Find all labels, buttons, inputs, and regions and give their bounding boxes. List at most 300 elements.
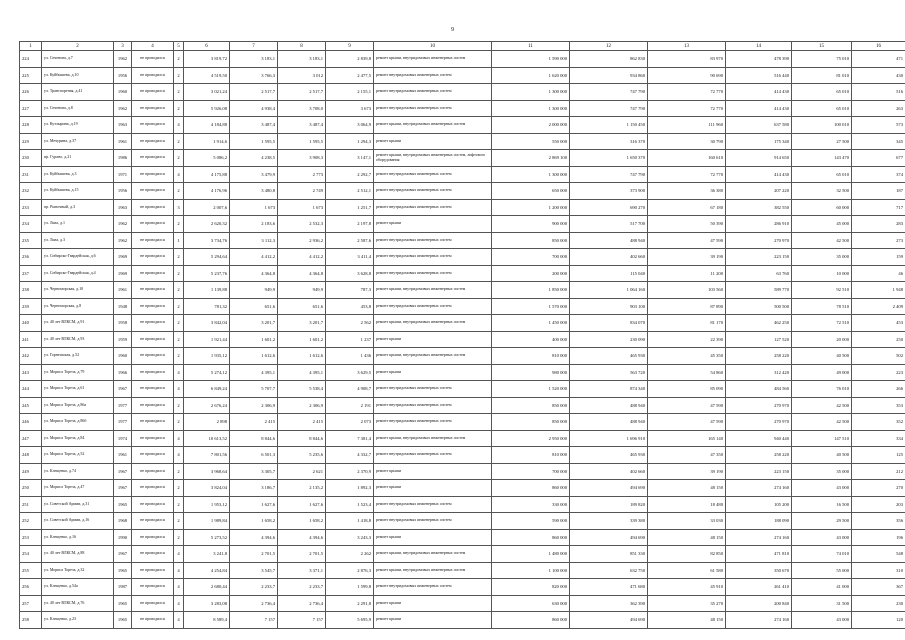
- table-cell: 414 430: [726, 84, 792, 101]
- table-cell: ремонт внутридомовых инженерных систем: [374, 232, 492, 249]
- table-cell: 41 000: [792, 579, 852, 596]
- table-cell: не проводился: [132, 298, 174, 315]
- column-header: 3: [114, 42, 132, 51]
- table-cell: 47 590: [648, 232, 726, 249]
- table-cell: 27 500: [792, 133, 852, 150]
- table-cell: ремонт крыши, внутридомовых инженерных систем: [374, 117, 492, 134]
- table-cell: ул. Мориса Тореза, д.32: [42, 562, 114, 579]
- table-cell: 42 500: [792, 414, 852, 431]
- table-cell: 367: [852, 579, 905, 596]
- table-cell: 100 010: [792, 117, 852, 134]
- table-cell: 253: [20, 529, 42, 546]
- table-cell: 45 910: [648, 579, 726, 596]
- table-cell: 72 770: [648, 166, 726, 183]
- table-cell: 4: [174, 381, 184, 398]
- table-cell: 90 690: [648, 67, 726, 84]
- table-cell: 230: [20, 150, 42, 167]
- table-cell: 1967: [114, 546, 132, 563]
- table-cell: 2: [174, 397, 184, 414]
- table-cell: 48 150: [648, 529, 726, 546]
- table-cell: 11 200: [648, 265, 726, 282]
- table-row: [20, 166, 905, 183]
- table-cell: 247: [20, 430, 42, 447]
- table-cell: 850 000: [492, 414, 570, 431]
- table-cell: 2 701,5: [278, 546, 326, 563]
- table-cell: 453,8: [326, 298, 374, 315]
- table-cell: 233: [20, 199, 42, 216]
- table-cell: 516: [852, 84, 905, 101]
- table-cell: не проводился: [132, 562, 174, 579]
- table-cell: не проводился: [132, 117, 174, 134]
- table-cell: 61 580: [648, 562, 726, 579]
- table-cell: 374: [852, 166, 905, 183]
- table-cell: 47 590: [648, 414, 726, 431]
- table-cell: 257: [20, 595, 42, 612]
- table-cell: 517 700: [570, 216, 648, 233]
- table-cell: 850 000: [492, 397, 570, 414]
- table-cell: 2: [174, 315, 184, 332]
- table-cell: не проводился: [132, 133, 174, 150]
- table-cell: 196: [852, 529, 905, 546]
- table-cell: 1961: [114, 447, 132, 464]
- table-cell: 115 040: [570, 265, 648, 282]
- table-cell: 4 176,96: [184, 183, 230, 200]
- table-cell: ремонт внутридомовых инженерных систем: [374, 513, 492, 530]
- table-cell: 30 790: [648, 133, 726, 150]
- table-cell: 1 200 000: [492, 199, 570, 216]
- table-row: [20, 232, 905, 249]
- table-row: [20, 249, 905, 266]
- table-cell: 310: [852, 562, 905, 579]
- table-cell: 1 696 910: [570, 430, 648, 447]
- table-cell: 10 613,52: [184, 430, 230, 447]
- table-cell: 92 510: [792, 282, 852, 299]
- table-cell: 2: [174, 51, 184, 68]
- table-row: [20, 183, 905, 200]
- table-cell: 4: [174, 612, 184, 629]
- table-cell: 67 180: [648, 199, 726, 216]
- table-cell: 1 627,6: [278, 496, 326, 513]
- table-cell: не проводился: [132, 579, 174, 596]
- table-cell: 3 186,7: [230, 480, 278, 497]
- table-cell: 72 770: [648, 100, 726, 117]
- table-cell: 1965: [114, 496, 132, 513]
- table-cell: 2: [174, 133, 184, 150]
- table-cell: не проводился: [132, 150, 174, 167]
- table-cell: 1 914,6: [184, 133, 230, 150]
- table-cell: 147 510: [792, 430, 852, 447]
- table-cell: не проводился: [132, 513, 174, 530]
- table-cell: 3 243,3: [326, 529, 374, 546]
- table-cell: 1 601,2: [230, 331, 278, 348]
- table-cell: ремонт крыши: [374, 364, 492, 381]
- table-cell: 256: [20, 579, 42, 596]
- table-cell: 1958: [114, 315, 132, 332]
- table-cell: 203: [852, 496, 905, 513]
- table-cell: 160 610: [648, 150, 726, 167]
- table-cell: 239: [20, 298, 42, 315]
- table-row: [20, 381, 905, 398]
- table-cell: 4 394,6: [278, 529, 326, 546]
- table-cell: ремонт крыши: [374, 612, 492, 629]
- table-cell: 465 930: [570, 447, 648, 464]
- table-cell: 223: [852, 364, 905, 381]
- table-cell: 3 842,04: [184, 315, 230, 332]
- table-cell: 2 676,24: [184, 397, 230, 414]
- table-cell: 32 500: [792, 183, 852, 200]
- table-cell: 2 370,9: [326, 463, 374, 480]
- table-row: [20, 100, 905, 117]
- table-cell: 637 580: [726, 117, 792, 134]
- table-cell: 1 300 000: [492, 100, 570, 117]
- table-cell: не проводился: [132, 447, 174, 464]
- table-cell: 1 620 000: [492, 67, 570, 84]
- table-cell: не проводился: [132, 529, 174, 546]
- table-cell: 903 100: [570, 298, 648, 315]
- table-row: [20, 348, 905, 365]
- table-cell: 2 950 000: [492, 430, 570, 447]
- table-cell: 1 658,2: [230, 513, 278, 530]
- table-cell: 4 395,1: [278, 364, 326, 381]
- table-cell: 50 390: [648, 216, 726, 233]
- table-cell: 240: [20, 315, 42, 332]
- table-cell: 45 000: [792, 216, 852, 233]
- table-cell: 60 000: [792, 199, 852, 216]
- table-cell: 484 560: [726, 381, 792, 398]
- table-cell: 494 690: [570, 612, 648, 629]
- table-cell: 430: [852, 67, 905, 84]
- table-cell: 3 201,7: [278, 315, 326, 332]
- table-cell: 2: [174, 216, 184, 233]
- table-cell: 1 601,2: [278, 331, 326, 348]
- table-cell: 2: [174, 348, 184, 365]
- table-cell: не проводился: [132, 265, 174, 282]
- table-row: [20, 216, 905, 233]
- table-cell: 2 876,3: [326, 562, 374, 579]
- table-cell: ул. Клещенко, д.16: [42, 529, 114, 546]
- table-cell: не проводился: [132, 199, 174, 216]
- table-cell: 2 898: [184, 414, 230, 431]
- table-cell: 81 170: [648, 315, 726, 332]
- table-cell: 4 938,4: [230, 100, 278, 117]
- table-cell: 4 175,88: [184, 166, 230, 183]
- table-cell: ул. 40 лет ВЛКСМ, д.76: [42, 595, 114, 612]
- table-cell: 10 000: [792, 265, 852, 282]
- table-cell: 2 007,6: [184, 199, 230, 216]
- table-cell: не проводился: [132, 216, 174, 233]
- table-cell: 860 000: [492, 480, 570, 497]
- table-row: [20, 562, 905, 579]
- table-cell: 125: [852, 447, 905, 464]
- table-row: [20, 579, 905, 596]
- table-cell: 43 000: [792, 480, 852, 497]
- table-cell: 74 010: [792, 546, 852, 563]
- table-cell: ул. Сеченова, д.8: [42, 100, 114, 117]
- table-row: [20, 298, 905, 315]
- table-row: [20, 595, 905, 612]
- table-cell: 1 570 000: [492, 298, 570, 315]
- table-cell: 81 010: [792, 67, 852, 84]
- table-cell: 3: [174, 199, 184, 216]
- table-cell: 3 673: [326, 100, 374, 117]
- table-cell: 2 620,32: [184, 216, 230, 233]
- table-cell: 4 332,7: [326, 447, 374, 464]
- table-cell: 1960: [114, 348, 132, 365]
- table-cell: 1965: [114, 595, 132, 612]
- table-cell: 4: [174, 562, 184, 579]
- table-cell: 241: [20, 331, 42, 348]
- table-cell: 2 749: [278, 183, 326, 200]
- table-cell: 632 750: [570, 562, 648, 579]
- table-cell: 1 673: [278, 199, 326, 216]
- table-cell: не проводился: [132, 364, 174, 381]
- table-cell: 3 908,3: [278, 150, 326, 167]
- table-row: [20, 397, 905, 414]
- table-cell: 2: [174, 496, 184, 513]
- table-cell: 5 273,52: [184, 529, 230, 546]
- table-cell: 4 238,5: [230, 150, 278, 167]
- table-cell: 4: [174, 117, 184, 134]
- table-cell: 345: [852, 133, 905, 150]
- table-cell: 48 150: [648, 612, 726, 629]
- table-cell: 6 849,24: [184, 381, 230, 398]
- table-cell: 189 820: [570, 496, 648, 513]
- table-cell: ул. Мориса Тореза, д.84: [42, 430, 114, 447]
- table-row: [20, 199, 905, 216]
- table-cell: 2 680,44: [184, 579, 230, 596]
- header-row: [20, 42, 905, 51]
- table-cell: 228: [20, 117, 42, 134]
- table-cell: не проводился: [132, 480, 174, 497]
- table-cell: 1 989,84: [184, 513, 230, 530]
- table-cell: 111 960: [648, 117, 726, 134]
- table-cell: 227: [20, 100, 42, 117]
- table-cell: 1990: [114, 529, 132, 546]
- table-cell: 55 000: [792, 562, 852, 579]
- table-cell: 2 587,6: [326, 232, 374, 249]
- table-cell: 4 412,2: [230, 249, 278, 266]
- table-cell: ремонт внутридомовых инженерных систем: [374, 183, 492, 200]
- table-cell: ремонт внутридомовых инженерных систем: [374, 265, 492, 282]
- table-cell: 238: [20, 282, 42, 299]
- table-cell: ул. Мечурина, д.37: [42, 133, 114, 150]
- table-cell: 3 480,8: [230, 183, 278, 200]
- table-cell: 373 900: [570, 183, 648, 200]
- table-cell: 4: [174, 595, 184, 612]
- table-cell: 3 411,4: [326, 249, 374, 266]
- table-cell: 4: [174, 430, 184, 447]
- table-cell: 1 658,2: [278, 513, 326, 530]
- table-cell: 7 157: [278, 612, 326, 629]
- table-cell: 1 418,8: [326, 513, 374, 530]
- table-cell: 1 627,6: [230, 496, 278, 513]
- table-row: [20, 150, 905, 167]
- table-cell: 42 500: [792, 232, 852, 249]
- table-cell: ул. Куйбышева, д.10: [42, 67, 114, 84]
- table-cell: 246: [20, 414, 42, 431]
- column-header: 2: [42, 42, 114, 51]
- table-cell: 1 300 000: [492, 166, 570, 183]
- table-cell: 263: [852, 100, 905, 117]
- table-cell: 3 766,3: [230, 67, 278, 84]
- table-cell: 462 250: [726, 315, 792, 332]
- table-cell: 31 500: [792, 595, 852, 612]
- table-cell: 6 501,3: [230, 447, 278, 464]
- table-cell: 65 010: [792, 166, 852, 183]
- table-row: [20, 480, 905, 497]
- table-cell: 7 381,4: [326, 430, 374, 447]
- table-cell: 226: [20, 84, 42, 101]
- table-cell: 1962: [114, 216, 132, 233]
- table-cell: 1948: [114, 298, 132, 315]
- table-cell: 3 241,8: [184, 546, 230, 563]
- table-cell: ремонт внутридомовых инженерных систем: [374, 100, 492, 117]
- table-cell: 453: [852, 315, 905, 332]
- table-cell: 2 869 100: [492, 150, 570, 167]
- table-cell: 860 000: [492, 529, 570, 546]
- column-header: 12: [570, 42, 648, 51]
- table-cell: 980 000: [492, 364, 570, 381]
- table-cell: 175 340: [726, 133, 792, 150]
- table-cell: 242: [20, 348, 42, 365]
- table-cell: 747 790: [570, 100, 648, 117]
- table-cell: 5 086,2: [184, 150, 230, 167]
- table-cell: 1 595,5: [278, 133, 326, 150]
- table-cell: 651,6: [230, 298, 278, 315]
- table-cell: 2 233,7: [230, 579, 278, 596]
- table-cell: 851 330: [570, 546, 648, 563]
- table-cell: 2 183,6: [230, 216, 278, 233]
- table-cell: 270 970: [726, 397, 792, 414]
- table-cell: не проводился: [132, 232, 174, 249]
- table-cell: 810 000: [492, 447, 570, 464]
- table-cell: 5 274,12: [184, 364, 230, 381]
- table-cell: 2 135,2: [278, 480, 326, 497]
- table-cell: 1 480 000: [492, 546, 570, 563]
- table-cell: 1967: [114, 480, 132, 497]
- table-cell: 339 380: [570, 513, 648, 530]
- table-cell: ул. Черноморская, д.10: [42, 282, 114, 299]
- table-cell: 143 470: [792, 150, 852, 167]
- table-cell: 352: [852, 414, 905, 431]
- table-cell: 255: [20, 562, 42, 579]
- table-cell: 273: [852, 232, 905, 249]
- table-cell: 400 000: [492, 331, 570, 348]
- table-cell: ул. Куйбышева, д.3: [42, 166, 114, 183]
- table-cell: 20 000: [792, 331, 852, 348]
- table-cell: 4 412,2: [278, 249, 326, 266]
- table-cell: ул. Мориса Тореза, д.47: [42, 480, 114, 497]
- table-cell: 43 000: [792, 529, 852, 546]
- table-cell: 5 707,7: [230, 381, 278, 398]
- table-cell: 1960: [114, 84, 132, 101]
- table-cell: 2 292,7: [326, 166, 374, 183]
- table-cell: 488 940: [570, 232, 648, 249]
- table-cell: 8 844,6: [230, 430, 278, 447]
- table-cell: 820 000: [492, 579, 570, 596]
- table-cell: 251: [20, 496, 42, 513]
- table-cell: 330 000: [492, 496, 570, 513]
- table-cell: 47 350: [648, 447, 726, 464]
- table-cell: 2 736,4: [278, 595, 326, 612]
- table-cell: 5 538,4: [278, 381, 326, 398]
- table-cell: 36 380: [648, 183, 726, 200]
- table-cell: 159: [852, 249, 905, 266]
- table-cell: ул. 40 лет ВЛКСМ, д.91: [42, 315, 114, 332]
- table-cell: 3 112,3: [230, 232, 278, 249]
- column-header: 14: [726, 42, 792, 51]
- table-cell: 471 680: [570, 579, 648, 596]
- table-cell: 1969: [114, 249, 132, 266]
- table-cell: ул. Сибирско-Гвардейская, д.4: [42, 265, 114, 282]
- table-cell: не проводился: [132, 414, 174, 431]
- table-cell: 39 190: [648, 463, 726, 480]
- table-cell: 2 532,3: [278, 216, 326, 233]
- table-cell: 3 147,1: [326, 150, 374, 167]
- table-cell: не проводился: [132, 397, 174, 414]
- table-cell: 2 517,7: [230, 84, 278, 101]
- table-cell: 200 840: [726, 595, 792, 612]
- table-cell: 283: [852, 216, 905, 233]
- table-cell: не проводился: [132, 166, 174, 183]
- table-cell: 7 157: [230, 612, 278, 629]
- column-header: 10: [374, 42, 492, 51]
- table-cell: 3 183,1: [230, 51, 278, 68]
- table-cell: 1956: [114, 183, 132, 200]
- table-cell: 2: [174, 84, 184, 101]
- column-header: 8: [278, 42, 326, 51]
- table-cell: 1 436: [326, 348, 374, 365]
- table-cell: 1963: [114, 199, 132, 216]
- table-cell: 43 000: [792, 612, 852, 629]
- table-cell: не проводился: [132, 282, 174, 299]
- table-cell: 1 948: [852, 282, 905, 299]
- table-cell: 2 155,1: [326, 84, 374, 101]
- table-cell: ул. Мориса Тореза, д.52: [42, 447, 114, 464]
- table-row: [20, 463, 905, 480]
- table-cell: 563 720: [570, 364, 648, 381]
- table-cell: ул. Транспортная, д.41: [42, 84, 114, 101]
- table-cell: ул. Мориса Тореза, д.86а: [42, 397, 114, 414]
- table-cell: 1977: [114, 414, 132, 431]
- table-cell: 402 660: [570, 249, 648, 266]
- table-cell: 1 612,6: [230, 348, 278, 365]
- table-cell: 258 220: [726, 348, 792, 365]
- table-cell: 4 184,88: [184, 117, 230, 134]
- table-cell: 120: [852, 612, 905, 629]
- column-header: 1: [20, 42, 42, 51]
- table-cell: 2 701,5: [230, 546, 278, 563]
- table-cell: 2 936,2: [278, 232, 326, 249]
- table-cell: 2 773: [278, 166, 326, 183]
- table-cell: 223 150: [726, 463, 792, 480]
- table-cell: 188 090: [726, 513, 792, 530]
- table-cell: 165 140: [648, 430, 726, 447]
- table-cell: 248: [20, 447, 42, 464]
- table-cell: 550 000: [492, 133, 570, 150]
- table-cell: 2 736,4: [230, 595, 278, 612]
- table-cell: 40 500: [792, 447, 852, 464]
- table-row: [20, 331, 905, 348]
- table-cell: 2 409: [852, 298, 905, 315]
- table-cell: 900 000: [492, 216, 570, 233]
- table-cell: 225: [20, 67, 42, 84]
- table-cell: 1969: [114, 265, 132, 282]
- table-cell: 356: [852, 513, 905, 530]
- table-cell: 2: [174, 463, 184, 480]
- table-row: [20, 282, 905, 299]
- table-cell: 286 910: [726, 216, 792, 233]
